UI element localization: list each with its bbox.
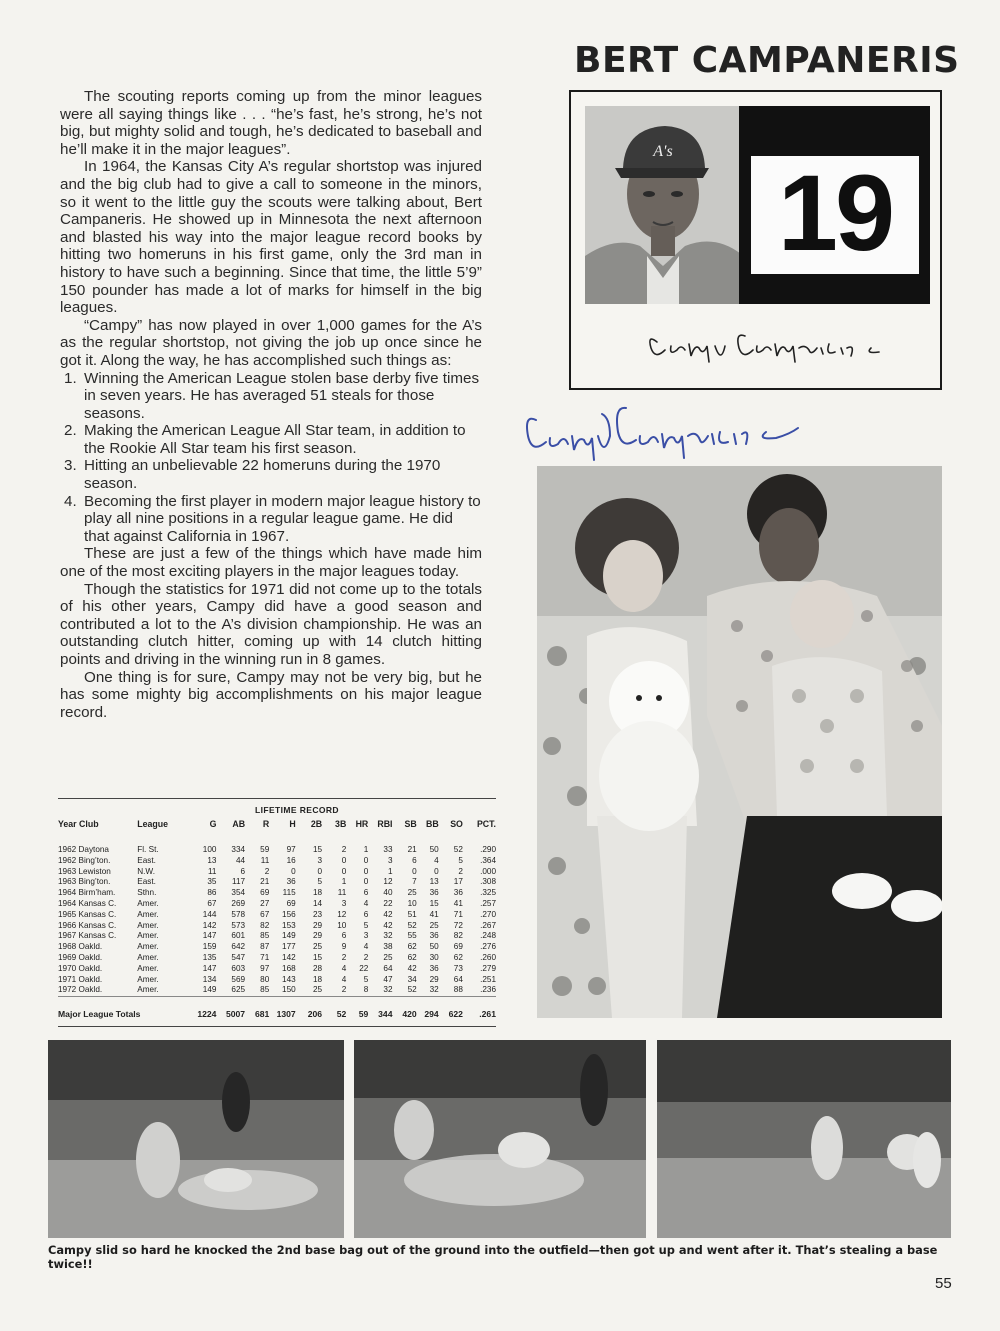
table-cell: 2: [458, 866, 463, 876]
table-cell: 0: [434, 866, 439, 876]
table-cell: 5: [458, 855, 463, 865]
table-cell: 294: [424, 1009, 439, 1020]
table-cell: 573: [231, 920, 246, 930]
column-header: HR: [355, 819, 369, 829]
table-cell: 62: [453, 952, 463, 962]
table-cell: 35: [207, 877, 217, 887]
table-cell: 62: [407, 942, 417, 952]
table-cell: 1966 Kansas C.: [58, 920, 117, 930]
stats-table: [58, 815, 496, 1020]
paragraph-2: In 1964, the Kansas City A’s regular shortstop was injured and the big club had to give a call to someone in the minors, so it went to the little guy the scouts were talking about, Bert Campaneris. He showed up in Minnesota the next afternoon and blasted his way into the major league record books by hitting two homeruns in his first game, only the 3rd man in history to have such a beginning. Since that time, the little 5’9” 150 pounder has made a lot of marks for himself in the big leagues.: [60, 158, 482, 317]
table-row: [58, 856, 496, 867]
table-cell: 50: [429, 845, 439, 854]
table-cell: 117: [232, 877, 246, 887]
table-cell: 344: [378, 1009, 393, 1020]
family-photo: [537, 466, 942, 1018]
table-cell: 30: [429, 952, 439, 962]
jersey-number-panel: [739, 106, 930, 304]
table-cell: 22: [359, 963, 369, 973]
table-cell: 1963 Bing’ton.: [58, 877, 111, 887]
table-cell: 25: [312, 942, 323, 952]
table-cell: 142: [282, 952, 296, 962]
list-number: 2.: [64, 422, 77, 440]
table-cell: 32: [429, 985, 439, 995]
table-cell: 51: [407, 909, 417, 919]
table-cell: 55: [407, 931, 417, 941]
table-cell: N.W.: [137, 866, 155, 876]
table-cell: 13: [429, 877, 439, 887]
jersey-number: 19: [777, 152, 893, 273]
totals-label: Major League Totals: [58, 1009, 141, 1020]
table-cell: 13: [207, 855, 217, 865]
table-cell: 64: [383, 963, 393, 973]
table-cell: 0: [412, 866, 417, 876]
list-item: [64, 493, 482, 546]
table-cell: 7: [412, 877, 417, 887]
table-row: [58, 845, 496, 856]
table-cell: 47: [383, 974, 393, 984]
table-cell: 23: [312, 909, 323, 919]
table-cell: East.: [137, 855, 156, 865]
table-cell: 14: [312, 898, 323, 908]
player-card: [569, 90, 942, 390]
svg-text:A's: A's: [653, 143, 673, 160]
table-cell: 11: [337, 888, 347, 898]
table-header-row: [58, 815, 496, 845]
table-cell: 4: [363, 942, 369, 952]
table-cell: 142: [202, 920, 217, 930]
table-cell: 177: [282, 942, 296, 952]
table-cell: 1: [341, 877, 347, 887]
table-cell: 642: [231, 942, 246, 952]
table-cell: 36: [453, 888, 463, 898]
table-cell: 4: [363, 898, 369, 908]
table-cell: 36: [429, 963, 439, 973]
table-row: [58, 877, 496, 888]
table-cell: 32: [383, 985, 393, 995]
table-cell: 6: [363, 888, 369, 898]
table-cell: 1: [363, 845, 369, 854]
column-header: R: [262, 819, 270, 829]
table-cell: 38: [383, 942, 393, 952]
table-cell: 0: [341, 855, 347, 865]
table-cell: 1: [387, 866, 393, 876]
table-cell: 36: [429, 931, 439, 941]
table-cell: 2: [363, 952, 369, 962]
table-cell: 354: [231, 888, 246, 898]
table-cell: 100: [202, 845, 217, 854]
table-cell: 603: [231, 963, 246, 973]
accomplishments-list: [64, 370, 482, 546]
table-cell: 41: [453, 898, 463, 908]
table-cell: 71: [453, 909, 463, 919]
table-cell: 206: [307, 1009, 323, 1020]
table-cell: 85: [260, 931, 270, 941]
column-header: H: [289, 819, 296, 829]
table-cell: 22: [383, 898, 393, 908]
table-cell: 420: [402, 1009, 417, 1020]
action-photo-1: [48, 1040, 344, 1238]
table-cell: 69: [260, 888, 270, 898]
table-cell: 4: [341, 963, 347, 973]
table-cell: 1962 Bing’ton.: [58, 855, 111, 865]
table-cell: 62: [407, 952, 417, 962]
table-cell: 40: [383, 888, 393, 898]
totals-row: [58, 997, 496, 1020]
player-portrait: [585, 106, 741, 304]
table-cell: 1964 Kansas C.: [58, 898, 117, 908]
table-cell: 168: [282, 963, 296, 973]
table-cell: 21: [260, 877, 270, 887]
table-cell: 1972 Oakld.: [58, 985, 103, 995]
table-cell: 12: [337, 909, 347, 919]
table-cell: 143: [282, 974, 296, 984]
table-cell: 16: [286, 855, 296, 865]
table-cell: 1971 Oakld.: [58, 974, 103, 984]
table-cell: 82: [453, 931, 463, 941]
table-cell: 5: [363, 974, 369, 984]
table-cell: 1968 Oakld.: [58, 942, 103, 952]
table-cell: 3: [341, 898, 347, 908]
table-cell: 29: [312, 931, 323, 941]
list-item: [64, 422, 482, 457]
table-cell: Amer.: [137, 898, 159, 908]
table-cell: 2: [341, 985, 347, 995]
table-cell: Amer.: [137, 909, 159, 919]
table-cell: 135: [202, 952, 217, 962]
table-cell: 149: [202, 985, 217, 995]
table-row: [58, 921, 496, 932]
list-text: Winning the American League stolen base derby five times in seven years. He has averaged 51 steals for those seasons.: [84, 369, 480, 422]
table-cell: 156: [282, 909, 296, 919]
column-header: 3B: [335, 819, 347, 829]
table-cell: .308: [480, 877, 496, 887]
table-cell: 0: [317, 866, 323, 876]
table-row: [58, 867, 496, 878]
table-cell: 36: [286, 877, 296, 887]
table-cell: 4: [434, 855, 439, 865]
column-header: SB: [404, 819, 417, 829]
table-title: LIFETIME RECORD: [255, 805, 339, 815]
table-cell: 11: [260, 855, 270, 865]
table-cell: 5: [317, 877, 323, 887]
table-cell: 9: [341, 942, 347, 952]
table-cell: 32: [383, 931, 393, 941]
paragraph-1: The scouting reports coming up from the minor leagues were all saying things like . . . “he’s fast, he’s strong, he’s not big, but mighty solid and tough, he’s dedicated to baseball and he’ll make it in the major leagues”.: [60, 88, 482, 158]
table-cell: 69: [286, 898, 296, 908]
list-text: Becoming the first player in modern major league history to play all nine positions in a regular league game. He did that against California in 1967.: [84, 492, 481, 545]
list-text: Hitting an unbelievable 22 homeruns during the 1970 season.: [84, 457, 441, 493]
table-cell: 115: [282, 888, 296, 898]
table-cell: .257: [480, 898, 496, 908]
table-cell: 50: [429, 942, 439, 952]
table-cell: 6: [363, 909, 369, 919]
table-cell: .000: [480, 866, 496, 876]
divider: [58, 798, 496, 799]
table-cell: 29: [312, 920, 323, 930]
table-cell: 0: [291, 866, 296, 876]
table-cell: Amer.: [137, 931, 159, 941]
table-cell: 2: [264, 866, 270, 876]
table-cell: .267: [480, 920, 496, 930]
table-cell: 52: [407, 985, 417, 995]
table-cell: 1969 Oakld.: [58, 952, 103, 962]
paragraph-5: Though the statistics for 1971 did not come up to the totals of his other years, Campy did have a good season and contributed a lot to the A’s division championship. He was an outstanding clutch hitter, coming up with 14 clutch hitting points and driving in the winning run in 8 games.: [60, 580, 482, 668]
table-cell: 1962 Daytona: [58, 845, 109, 854]
table-cell: East.: [137, 877, 156, 887]
table-cell: 67: [260, 909, 270, 919]
table-cell: 578: [231, 909, 246, 919]
list-text: Making the American League All Star team, in addition to the Rookie All Star team his first season.: [84, 422, 466, 457]
column-header: SO: [450, 819, 463, 829]
table-cell: Amer.: [137, 920, 159, 930]
column-header: League: [137, 819, 169, 829]
table-cell: 8: [363, 985, 369, 995]
table-row: [58, 975, 496, 986]
table-cell: 1963 Lewiston: [58, 866, 111, 876]
table-cell: 97: [286, 845, 296, 854]
table-cell: .325: [480, 888, 496, 898]
table-cell: Amer.: [137, 974, 159, 984]
table-cell: 88: [453, 985, 463, 995]
table-cell: Sthn.: [137, 888, 157, 898]
table-cell: 25: [383, 952, 393, 962]
table-cell: 71: [260, 952, 270, 962]
table-row: [58, 910, 496, 921]
table-cell: 144: [202, 909, 217, 919]
table-cell: 80: [260, 974, 270, 984]
table-cell: 36: [429, 888, 439, 898]
card-signature: [585, 304, 930, 378]
table-cell: 159: [202, 942, 217, 952]
column-header: RBI: [377, 819, 393, 829]
table-cell: .251: [480, 974, 496, 984]
table-cell: 10: [407, 898, 417, 908]
table-cell: 10: [337, 920, 347, 930]
column-header: BB: [425, 819, 439, 829]
table-cell: 87: [260, 942, 270, 952]
table-cell: .290: [480, 845, 496, 854]
table-cell: 0: [363, 866, 369, 876]
table-cell: 622: [448, 1009, 463, 1020]
column-header: Year Club: [58, 819, 99, 829]
table-cell: 1965 Kansas C.: [58, 909, 117, 919]
table-cell: 72: [453, 920, 463, 930]
table-row: [58, 931, 496, 942]
table-cell: 86: [207, 888, 217, 898]
table-cell: 42: [407, 963, 417, 973]
table-cell: Fl. St.: [137, 845, 159, 854]
list-number: 4.: [64, 492, 77, 510]
table-cell: .248: [480, 931, 496, 941]
table-cell: 1964 Birm’ham.: [58, 888, 116, 898]
autograph: [506, 388, 806, 468]
table-cell: 52: [407, 920, 417, 930]
table-cell: Amer.: [137, 963, 159, 973]
list-number: 1.: [64, 369, 77, 387]
table-cell: 25: [407, 888, 417, 898]
table-cell: .270: [480, 909, 496, 919]
table-cell: Amer.: [137, 942, 159, 952]
table-cell: 269: [231, 898, 246, 908]
table-cell: .364: [480, 855, 496, 865]
table-cell: 5: [363, 920, 369, 930]
table-cell: 0: [363, 877, 369, 887]
table-cell: 150: [282, 985, 296, 995]
divider: [58, 1026, 496, 1027]
table-cell: 15: [312, 845, 323, 854]
table-cell: 67: [207, 898, 217, 908]
column-header: AB: [232, 819, 246, 829]
table-cell: 15: [312, 952, 323, 962]
table-cell: .260: [480, 952, 496, 962]
list-item: [64, 457, 482, 492]
table-cell: 44: [235, 855, 246, 865]
table-cell: .276: [480, 942, 496, 952]
paragraph-4: These are just a few of the things which have made him one of the most exciting players in the major leagues today.: [60, 545, 482, 581]
table-cell: 149: [282, 931, 296, 941]
table-cell: 12: [383, 877, 393, 887]
table-cell: 34: [407, 974, 417, 984]
table-cell: .236: [480, 985, 496, 995]
column-header: G: [209, 819, 217, 829]
table-row: [58, 942, 496, 953]
table-cell: 601: [231, 931, 246, 941]
photo-caption: Campy slid so hard he knocked the 2nd base bag out of the ground into the outfield—then got up and went after it. That’s stealing a base twice!!: [48, 1243, 938, 1271]
table-cell: 1967 Kansas C.: [58, 931, 117, 941]
table-cell: 21: [407, 845, 417, 854]
table-cell: 97: [260, 963, 270, 973]
table-cell: 625: [231, 985, 246, 995]
table-row: [58, 964, 496, 975]
lifetime-record-table: [58, 798, 496, 1027]
table-cell: 42: [383, 920, 393, 930]
table-cell: 82: [260, 920, 270, 930]
table-cell: 569: [231, 974, 246, 984]
table-cell: 147: [202, 931, 217, 941]
page-number: 55: [935, 1275, 952, 1292]
table-cell: 42: [383, 909, 393, 919]
table-cell: 11: [207, 866, 217, 876]
page-title: BERT CAMPANERIS: [574, 40, 960, 81]
action-photo-2: [354, 1040, 646, 1238]
paragraph-6: One thing is for sure, Campy may not be very big, but he has some mighty big accomplishments on his major league record.: [60, 668, 482, 721]
table-cell: 3: [387, 855, 393, 865]
table-row: [58, 888, 496, 899]
table-cell: 3: [363, 931, 369, 941]
table-cell: 64: [453, 974, 463, 984]
table-cell: 6: [412, 855, 417, 865]
table-cell: 85: [260, 985, 270, 995]
table-cell: 4: [341, 974, 347, 984]
table-cell: 17: [453, 877, 463, 887]
table-cell: 6: [341, 931, 347, 941]
table-cell: 52: [336, 1009, 347, 1020]
table-cell: 681: [254, 1009, 270, 1020]
table-cell: 1224: [197, 1009, 217, 1020]
column-header: 2B: [310, 819, 323, 829]
table-cell: 3: [317, 855, 323, 865]
table-cell: 0: [363, 855, 369, 865]
table-cell: 28: [312, 963, 323, 973]
table-cell: 69: [453, 942, 463, 952]
table-cell: 1307: [276, 1009, 296, 1020]
table-cell: 59: [358, 1009, 369, 1020]
table-cell: 41: [429, 909, 439, 919]
table-cell: Amer.: [137, 952, 159, 962]
table-cell: 6: [240, 866, 246, 876]
action-photo-3: [657, 1040, 951, 1238]
table-row: [58, 899, 496, 910]
table-cell: .279: [480, 963, 496, 973]
table-cell: 73: [453, 963, 463, 973]
table-cell: 0: [341, 866, 347, 876]
table-cell: .261: [479, 1009, 496, 1020]
table-cell: 153: [282, 920, 296, 930]
table-cell: 134: [202, 974, 217, 984]
table-cell: 547: [231, 952, 246, 962]
stats-body: [58, 845, 496, 997]
table-row: [58, 985, 496, 996]
table-cell: 27: [260, 898, 270, 908]
table-cell: 25: [429, 920, 439, 930]
table-cell: 29: [429, 974, 439, 984]
table-cell: 2: [341, 952, 347, 962]
table-cell: 15: [429, 898, 439, 908]
table-cell: 59: [260, 845, 270, 854]
table-cell: 18: [312, 974, 323, 984]
table-cell: 18: [312, 888, 323, 898]
table-cell: 1970 Oakld.: [58, 963, 103, 973]
paragraph-3: “Campy” has now played in over 1,000 games for the A’s as the regular shortstop, not giving the job up once since he got it. Along the way, he has accomplished such things as:: [60, 316, 482, 369]
list-item: [64, 370, 482, 423]
table-cell: 33: [383, 845, 393, 854]
table-row: [58, 953, 496, 964]
table-cell: Amer.: [137, 985, 159, 995]
table-cell: 5007: [225, 1009, 246, 1020]
table-cell: 25: [312, 985, 323, 995]
list-number: 3.: [64, 457, 77, 475]
table-cell: 52: [453, 845, 463, 854]
article-body: [60, 88, 482, 721]
column-header: PCT.: [476, 819, 496, 829]
table-cell: 334: [231, 845, 246, 854]
table-cell: 147: [202, 963, 217, 973]
table-cell: 2: [341, 845, 347, 854]
